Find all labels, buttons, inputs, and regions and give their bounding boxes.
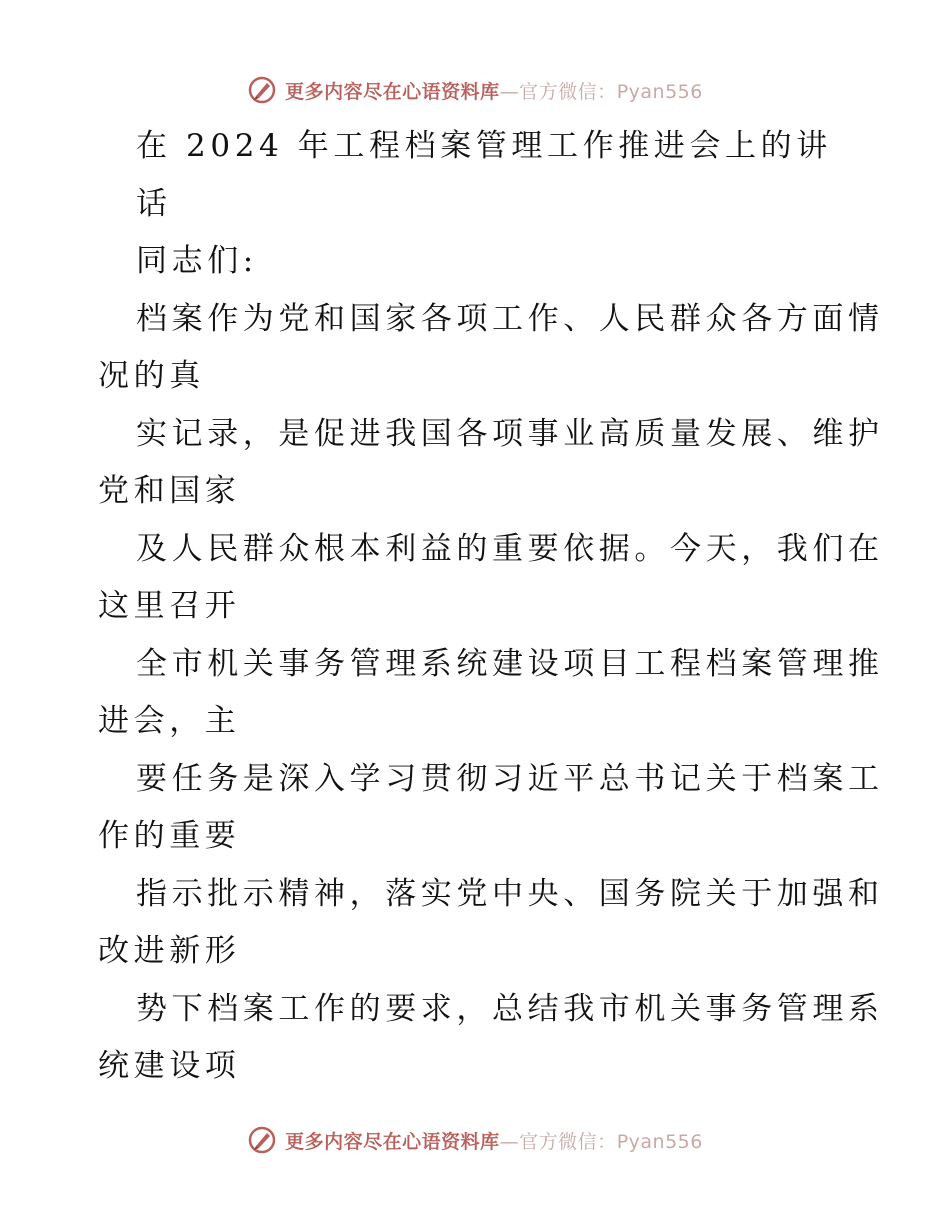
paragraph-line: 及人民群众根本利益的重要依据。今天，我们在 — [136, 530, 884, 567]
title-line-2: 话 — [136, 185, 172, 222]
paragraph-line: 统建设项 — [98, 1048, 241, 1084]
footer-separator: — — [499, 1130, 520, 1153]
paragraph-line: 要任务是深入学习贯彻习近平总书记关于档案工 — [136, 760, 884, 797]
paragraph-line: 档案作为党和国家各项工作、人民群众各方面情 — [136, 300, 884, 337]
paragraph-line: 进会，主 — [98, 703, 241, 739]
paragraph-line: 实记录，是促进我国各项事业高质量发展、维护 — [136, 415, 884, 452]
header-site-text: 更多内容尽在心语资料库 — [285, 80, 500, 103]
footer-contact-label: 官方微信： — [519, 1130, 617, 1153]
document-body — [98, 118, 884, 1096]
header-banner-text — [285, 77, 703, 104]
paragraph-line: 全市机关事务管理系统建设项目工程档案管理推 — [136, 645, 884, 682]
footer-banner — [0, 1120, 950, 1160]
paragraph-line: 作的重要 — [98, 818, 241, 854]
footer-contact-id: Pyan556 — [616, 1130, 703, 1153]
paragraph-line: 指示批示精神，落实党中央、国务院关于加强和 — [136, 875, 884, 912]
pen-logo-icon — [247, 1125, 277, 1155]
paragraph-line: 况的真 — [98, 358, 205, 394]
title-line-1: 在 2024 年工程档案管理工作推进会上的讲 — [136, 128, 832, 164]
footer-site-text: 更多内容尽在心语资料库 — [285, 1130, 500, 1153]
header-separator: — — [499, 80, 520, 103]
header-banner — [0, 70, 950, 110]
header-contact-label: 官方微信： — [519, 80, 617, 103]
paragraph-line: 势下档案工作的要求，总结我市机关事务管理系 — [136, 990, 884, 1027]
paragraph-line: 这里召开 — [98, 588, 241, 624]
paragraph-line: 党和国家 — [98, 473, 241, 509]
salutation-line: 同志们: — [136, 243, 258, 279]
paragraph-line: 改进新形 — [98, 933, 241, 969]
footer-banner-text — [285, 1127, 703, 1154]
pen-logo-icon — [247, 75, 277, 105]
header-contact-id: Pyan556 — [616, 80, 703, 103]
